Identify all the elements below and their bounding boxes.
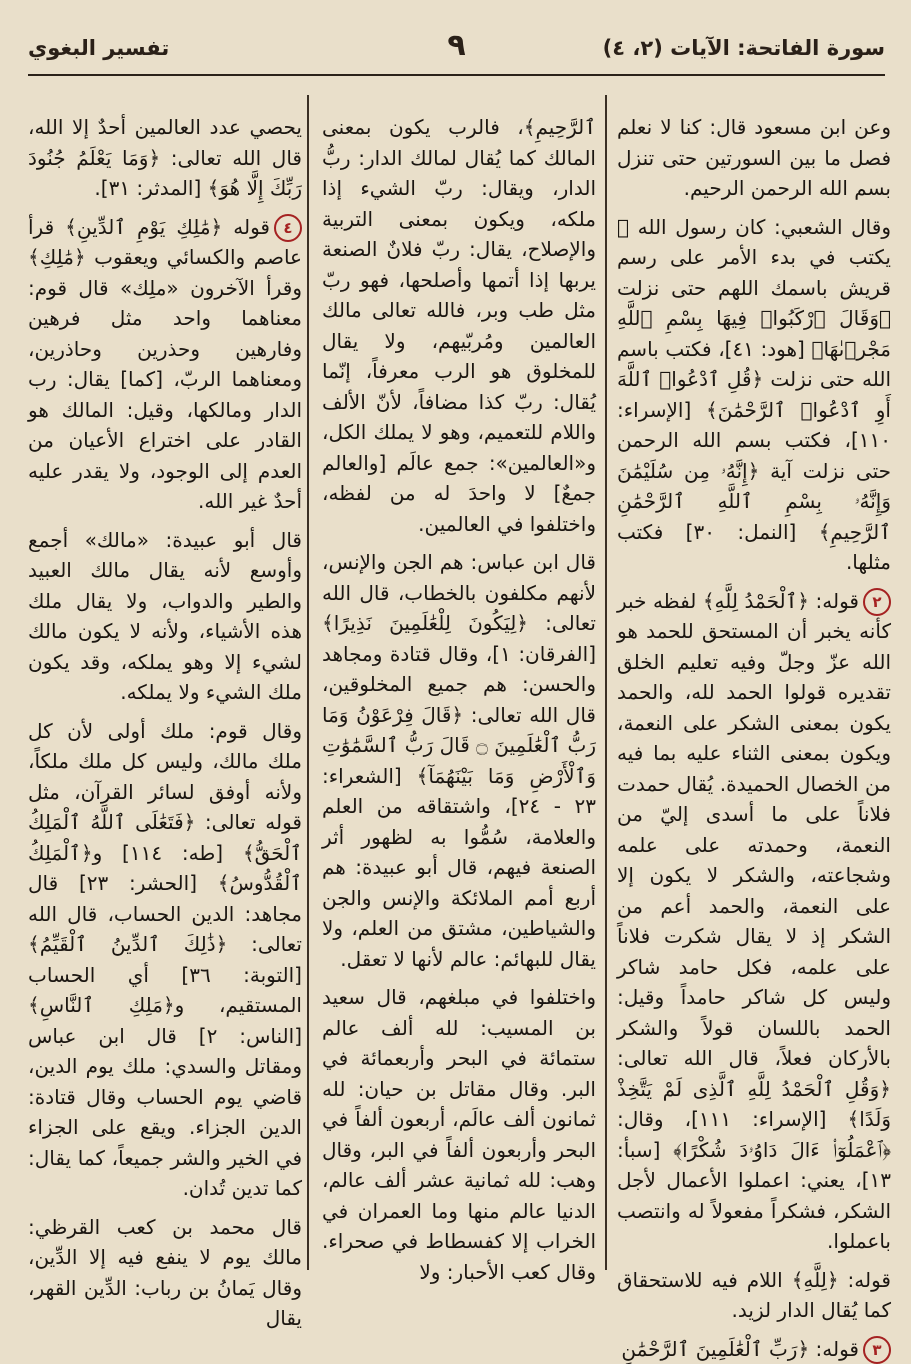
paragraph-text: قال ابن عباس: هم الجن والإنس، لأنهم مكلفون بالخطاب، قال الله تعالى: ﴿لِيَكُونَ لِلْعَٰلَمِينَ نَذِيرًا﴾ [الفرقان: ١]، وقال قتادة ومجاهد والحسن: هم جميع المخلوقين، قال الله تعالى: ﴿قَالَ فِرْعَوْنُ وَمَا رَبُّ ٱلْعَٰلَمِينَ ۝ قَالَ رَبُّ ٱلسَّمَٰوَٰتِ وَٱلْأَرْضِ وَمَا بَيْنَهُمَآ﴾ [الشعراء: ٢٣ - ٢٤]، واشتقاقه من العلم والعلامة، سُمُّوا به لظهور أثر الصنعة فيهم، قال أبو عبيدة: هم أربع أمم الملائكة والإنس والجن والشياطين، مشتق من العلم، ولا يقال للبهائم: عالم لأنها لا تعقل. xyxy=(322,550,596,971)
paragraph-text: قوله ﴿مَٰلِكِ يَوْمِ ٱلدِّينِ﴾ قرأ عاصم والكسائي ويعقوب ﴿مَٰلِكِ﴾ وقرأ الآخرون «ملِك» قال قوم: معناهما واحد مثل فرهين وفارهين وحذرين وحاذرين، ومعناهما الربّ، [كما] يقال: رب الدار ومالكها، وقيل: المالك هو القادر على اختراع الأعيان من العدم إلى الوجود، ولا يقدر عليه أحدٌ غير الله. xyxy=(28,215,302,514)
page-number: ٩ xyxy=(28,28,885,63)
paragraph-text: قوله: ﴿ٱلْحَمْدُ لِلَّهِ﴾ لفظه خبر كأنه يخبر أن المستحق للحمد هو الله عزّ وجلّ وفيه تعليم الخلق تقديره قولوا الحمد لله، والحمد يكون بمعنى الشكر على النعمة، ويكون بمعنى الثناء عليه بما فيه من الخصال الحميدة. يُقال حمدت فلاناً على ما أسدى إليّ من النعمة، وحمدته على علمه وشجاعته، والشكر لا يكون إلا على النعمة، والحمد أعم من الشكر إذ لا يقال شكرت فلاناً على علمه، فكل حامد شاكر وليس كل شاكر حامداً وقيل: الحمد باللسان قولاً والشكر بالأركان فعلاً، قال الله تعالى: ﴿وَقُلِ ٱلْحَمْدُ لِلَّهِ ٱلَّذِى لَمْ يَتَّخِذْ وَلَدًا﴾ [الإسراء: ١١١]، وقال: ﴿ٱعْمَلُوٓا۟ ءَالَ دَاوُۥدَ شُكْرًا﴾ [سبأ: ١٣]، يعني: اعملوا الأعمال لأجل الشكر، فشكراً مفعولاً له وانتصب باعملوا. xyxy=(617,589,891,1254)
paragraph xyxy=(617,1334,891,1364)
column-divider xyxy=(307,95,309,1270)
paragraph xyxy=(617,586,891,1257)
column-middle xyxy=(322,112,596,1272)
paragraph xyxy=(322,982,596,1287)
paragraph xyxy=(28,112,302,204)
column-right xyxy=(617,112,891,1272)
paragraph-text: قال أبو عبيدة: «مالك» أجمع وأوسع لأنه يقال مالك العبيد والطير والدواب، ولا يقال ملك هذه الأشياء، ولأنه لا يكون مالك لشيء إلا وهو يملكه، وقد يكون ملك الشيء ولا يملكه. xyxy=(28,528,302,705)
paragraph-text: وعن ابن مسعود قال: كنا لا نعلم فصل ما بين السورتين حتى تنزل بسم الله الرحمن الرحيم. xyxy=(617,115,891,200)
paragraph xyxy=(28,525,302,708)
paragraph-text: قوله: ﴿رَبِّ ٱلْعَٰلَمِينَ ٱلرَّحْمَٰنِ xyxy=(621,1337,859,1361)
book-title: تفسير البغوي xyxy=(28,36,169,60)
paragraph-text: قال محمد بن كعب القرظي: مالك يوم لا ينفع فيه إلا الدِّين، وقال يَمانُ بن رباب: الدِّين القهر، يقال xyxy=(28,1215,302,1331)
paragraph-text: وقال الشعبي: كان رسول الله ﷺ يكتب في بدء الأمر على رسم قريش باسمك اللهم حتى نزلت ﴿وَقَالَ ٱرْكَبُوا۟ فِيهَا بِسْمِ ٱللَّهِ مَجْر۪ىٰهَا﴾ [هود: ٤١]، فكتب باسم الله حتى نزلت ﴿قُلِ ٱدْعُوا۟ ٱللَّهَ أَوِ ٱدْعُوا۟ ٱلرَّحْمَٰنَ﴾ [الإسراء: ١١٠]، فكتب بسم الله الرحمن حتى نزلت آية ﴿إِنَّهُۥ مِن سُلَيْمَٰنَ وَإِنَّهُۥ بِسْمِ ٱللَّهِ ٱلرَّحْمَٰنِ ٱلرَّحِيمِ﴾ [النمل: ٣٠] فكتب مثلها. xyxy=(617,215,891,575)
verse-number-badge: ٣ xyxy=(863,1336,891,1364)
paragraph-text: وقال قوم: ملك أولى لأن كل ملك مالك، وليس كل ملك ملكاً، ولأنه أوفق لسائر القرآن، مثل قوله تعالى: ﴿فَتَعَٰلَى ٱللَّهُ ٱلْمَلِكُ ٱلْحَقُّ﴾ [طه: ١١٤] و﴿ٱلْمَلِكُ ٱلْقُدُّوسُ﴾ [الحشر: ٢٣] قال مجاهد: الدين الحساب، قال الله تعالى: ﴿ذَٰلِكَ ٱلدِّينُ ٱلْقَيِّمُ﴾ [التوبة: ٣٦] أي الحساب المستقيم، و﴿مَلِكِ ٱلنَّاسِ﴾ [الناس: ٢] قال ابن عباس ومقاتل والسدي: ملك يوم الدين، قاضي يوم الحساب وقال قتادة: الدين الجزاء. ويقع على الجزاء في الخير والشر جميعاً، كما يقال: كما تدين تُدان. xyxy=(28,719,302,1201)
paragraph xyxy=(28,716,302,1204)
paragraph xyxy=(28,1212,302,1334)
column-left xyxy=(28,112,302,1272)
paragraph xyxy=(322,112,596,539)
paragraph xyxy=(617,112,891,204)
paragraph xyxy=(28,212,302,517)
surah-range-title: سورة الفاتحة: الآيات (٢، ٤) xyxy=(603,36,885,60)
running-header xyxy=(28,28,885,72)
header-rule xyxy=(28,74,885,76)
paragraph xyxy=(617,1265,891,1326)
paragraph-text: ٱلرَّحِيمِ﴾، فالرب يكون بمعنى المالك كما يُقال لمالك الدار: ربُّ الدار، ويقال: ربّ الشيء إذا ملكه، ويكون بمعنى التربية والإصلاح، يقال: ربّ فلانٌ الصنعة يربها إذا أتمها وأصلحها، فهو ربّ مثل طب وبر، فالله تعالى مالك العالمين ومُربّيهم، ولا يقال للمخلوق هو الرب معرفاً، إنّما يُقال: ربّ كذا مضافاً، لأنّ الألف واللام للتعميم، وهو لا يملك الكل، و«العالمين»: جمع عالَم [والعالم جمعٌ] لا واحدَ له من لفظه، واختلفوا في العالمين. xyxy=(322,115,596,536)
paragraph-text: واختلفوا في مبلغهم، قال سعيد بن المسيب: لله ألف عالم ستمائة في البحر وأربعمائة في البر. وقال مقاتل بن حيان: لله ثمانون ألف عالَم، أربعون ألفاً في البحر وأربعون ألفاً في البر، وقال وهب: لله ثمانية عشر ألف عالم، الدنيا عالم منها وما العمران في الخراب إلا كفسطاط في صحراء. وقال كعب الأحبار: ولا xyxy=(322,985,596,1284)
paragraph xyxy=(617,212,891,578)
paragraph xyxy=(322,547,596,974)
verse-number-badge: ٤ xyxy=(274,214,302,242)
paragraph-text: قوله: ﴿لِلَّهِ﴾ اللام فيه للاستحقاق كما يُقال الدار لزيد. xyxy=(617,1268,891,1323)
verse-number-badge: ٢ xyxy=(863,588,891,616)
paragraph-text: يحصي عدد العالمين أحدٌ إلا الله، قال الله تعالى: ﴿وَمَا يَعْلَمُ جُنُودَ رَبِّكَ إِلَّا هُوَ﴾ [المدثر: ٣١]. xyxy=(28,115,302,200)
column-divider xyxy=(605,95,607,1270)
